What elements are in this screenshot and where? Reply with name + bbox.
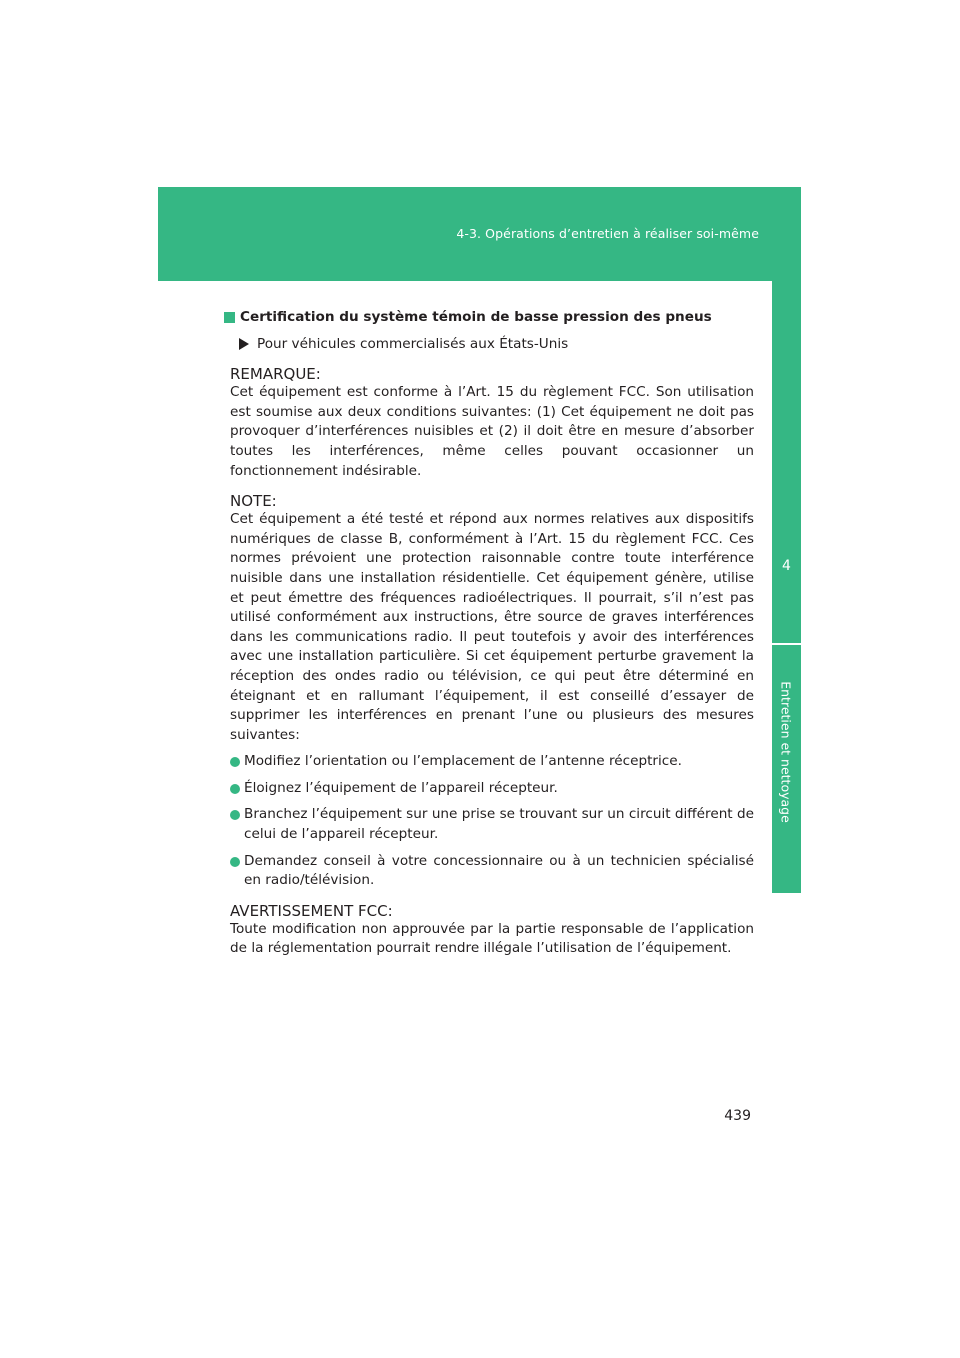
- avertissement-text: Toute modification non approuvée par la partie responsable de l’application de la réglementation pourrait rendre illégale l’utilisation de l’équipement.: [230, 920, 754, 957]
- section-title-text: Certification du système témoin de basse pression des pneus: [240, 309, 712, 325]
- chapter-section-title: 4-3. Opérations d’entretien à réaliser soi-même: [456, 226, 759, 241]
- round-bullet-icon: [230, 757, 240, 767]
- round-bullet-icon: [230, 810, 240, 820]
- note-text: Cet équipement a été testé et répond aux normes relatives aux dispositifs numériques de classe B, conformément à l’Art. 15 du règlement FCC. Ces normes prévoient une protection raisonnable contre toute interférence nuisible dans une installation résidentielle. Cet équipement génère, utilise et peut émettre des fréquences radioélectriques. Il pourrait, s’il n’est pas utilisé conformément aux instructions, être source de graves interférences dans les communications radio. Il peut toutefois y avoir des interférences avec une installation particulière. Si cet équipement perturbe gravement la réception des ondes radio ou télévision, ce qui peut être déterminé en éteignant et en rallumant l’équipement, il est conseillé d’essayer de supprimer les interférences en prenant l’une ou plusieurs des mesures suivantes:: [230, 511, 754, 743]
- list-item: Modifiez l’orientation ou l’emplacement de l’antenne réceptrice.: [230, 752, 754, 772]
- list-item: Demandez conseil à votre concessionnaire ou à un technicien spécialisé en radio/télévision.: [230, 852, 754, 891]
- vehicle-note-text: Pour véhicules commercialisés aux États-Unis: [257, 335, 569, 352]
- note-heading: NOTE:: [230, 492, 277, 511]
- avertissement-heading: AVERTISSEMENT FCC:: [230, 901, 393, 920]
- round-bullet-icon: [230, 857, 240, 867]
- triangle-arrow-icon: [239, 338, 249, 350]
- remarque-block: [230, 365, 754, 959]
- remarque-heading: REMARQUE:: [230, 365, 321, 384]
- section-heading: [224, 308, 754, 328]
- square-bullet-icon: [224, 312, 235, 323]
- chapter-label: Entretien et nettoyage: [778, 681, 794, 823]
- page-content: [224, 308, 754, 959]
- chapter-header-band: [158, 187, 801, 281]
- page-number: 439: [724, 1108, 751, 1124]
- side-tab-divider: [772, 643, 801, 645]
- round-bullet-icon: [230, 784, 240, 794]
- vehicle-note: [239, 335, 754, 355]
- list-item: Éloignez l’équipement de l’appareil récepteur.: [230, 779, 754, 799]
- chapter-number: 4: [782, 558, 791, 574]
- list-item: Branchez l’équipement sur une prise se trouvant sur un circuit différent de celui de l’appareil récepteur.: [230, 805, 754, 844]
- remarque-text: Cet équipement est conforme à l’Art. 15 du règlement FCC. Son utilisation est soumise aux deux conditions suivantes: (1) Cet équipement ne doit pas provoquer d’interférences nuisibles et (2) il doit être en mesure d’absorber toutes les interférences, même celles pouvant occasionner un fonctionnement indésirable.: [230, 384, 754, 479]
